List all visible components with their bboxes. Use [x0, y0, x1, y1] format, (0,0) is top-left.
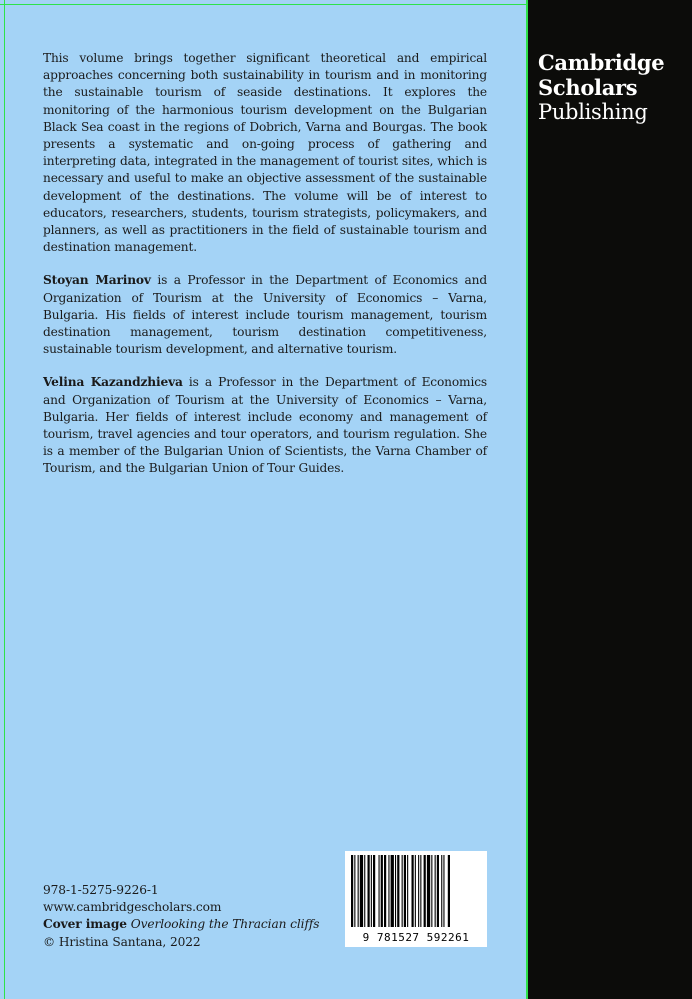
trim-guide-right — [526, 0, 528, 999]
barcode-bar — [381, 855, 383, 927]
barcode-bar — [360, 855, 363, 927]
publisher-line-1: Cambridge — [538, 50, 665, 75]
barcode-bars — [345, 851, 487, 931]
barcode-bar — [431, 855, 432, 927]
imprint-block — [43, 882, 333, 951]
publisher-line-2: Scholars — [538, 75, 638, 100]
barcode-bar — [412, 855, 414, 927]
barcode-bar — [424, 855, 426, 927]
website-link[interactable]: www.cambridgescholars.com — [43, 900, 222, 915]
barcode-bar — [437, 855, 439, 927]
barcode-bar — [388, 855, 389, 927]
publisher-line-3: Publishing — [538, 100, 648, 124]
copyright-text: © Hristina Santana, 2022 — [43, 934, 201, 949]
barcode-bar — [404, 855, 406, 927]
spine-panel — [528, 0, 692, 999]
barcode-bar — [407, 855, 408, 927]
barcode-bar — [384, 855, 386, 927]
barcode-bar — [368, 855, 370, 927]
author-bio-2 — [43, 374, 487, 477]
author-bio-text-2: is a Professor in the Department of Economics and Organization of Tourism at the University of Economics – Varna, Bulgaria. Her fields of interest include economy and management of tourism, travel agencies and tour operators, and tourism regulation. She is a member of the Bulgarian Union of Scientists, the Varna Chamber of Tourism, and the Bulgarian Union of Tour Guides. — [43, 375, 487, 476]
cover-credit-title: Overlooking the Thracian cliffs — [130, 917, 320, 932]
barcode-bar — [435, 855, 436, 927]
back-cover-text — [43, 50, 487, 494]
barcode-bar — [415, 855, 416, 927]
barcode-bar — [397, 855, 399, 927]
barcode-bar — [448, 855, 450, 927]
isbn-barcode — [345, 851, 487, 947]
barcode-bar — [402, 855, 403, 927]
cover-credit-label: Cover image — [43, 917, 127, 932]
barcode-bar — [418, 855, 419, 927]
barcode-bar — [351, 855, 353, 927]
barcode-bar — [395, 855, 396, 927]
author-bio-text-1: is a Professor in the Department of Economics and Organization of Tourism at the University of Economics – Varna, Bulgaria. His fields of interest include tourism management, tourism destination management, tourism destination competitiveness, sustainable tourism development, and alternative tourism. — [43, 273, 487, 357]
trim-guide-top — [0, 4, 527, 5]
barcode-bar — [443, 855, 444, 927]
barcode-bar — [391, 855, 394, 927]
barcode-bar — [373, 855, 375, 927]
trim-guide-left — [4, 0, 5, 999]
barcode-bar — [379, 855, 380, 927]
barcode-bar — [441, 855, 442, 927]
cover-credit — [43, 916, 333, 933]
barcode-bar — [364, 855, 365, 927]
barcode-bar — [427, 855, 430, 927]
barcode-bar — [371, 855, 372, 927]
author-bio-1 — [43, 272, 487, 358]
barcode-digits: 9 781527 592261 — [362, 931, 470, 944]
barcode-bar — [420, 855, 421, 927]
blurb-paragraph: This volume brings together significant theoretical and empirical approaches concerning both sustainability in tourism and in monitoring the sustainable tourism of seaside destinations. It explores the monitoring of the harmonious tourism development on the Bulgarian Black Sea coast in the regions of Dobrich, Varna and Bourgas. The book presents a systematic and on-going process of gathering and interpreting data, integrated in the management of tourist sites, which is necessary and useful to make an objective assessment of the sustainable development of the destinations. The volume will be of interest to educators, researchers, students, tourism strategists, policymakers, and planners, as well as practitioners in the field of sustainable tourism and destination management. — [43, 51, 487, 255]
barcode-bar — [354, 855, 355, 927]
author-name-1: Stoyan Marinov — [43, 273, 151, 288]
barcode-bar — [358, 855, 359, 927]
isbn-text: 978-1-5275-9226-1 — [43, 883, 159, 897]
author-name-2: Velina Kazandzhieva — [43, 375, 183, 390]
publisher-logo — [538, 50, 664, 125]
